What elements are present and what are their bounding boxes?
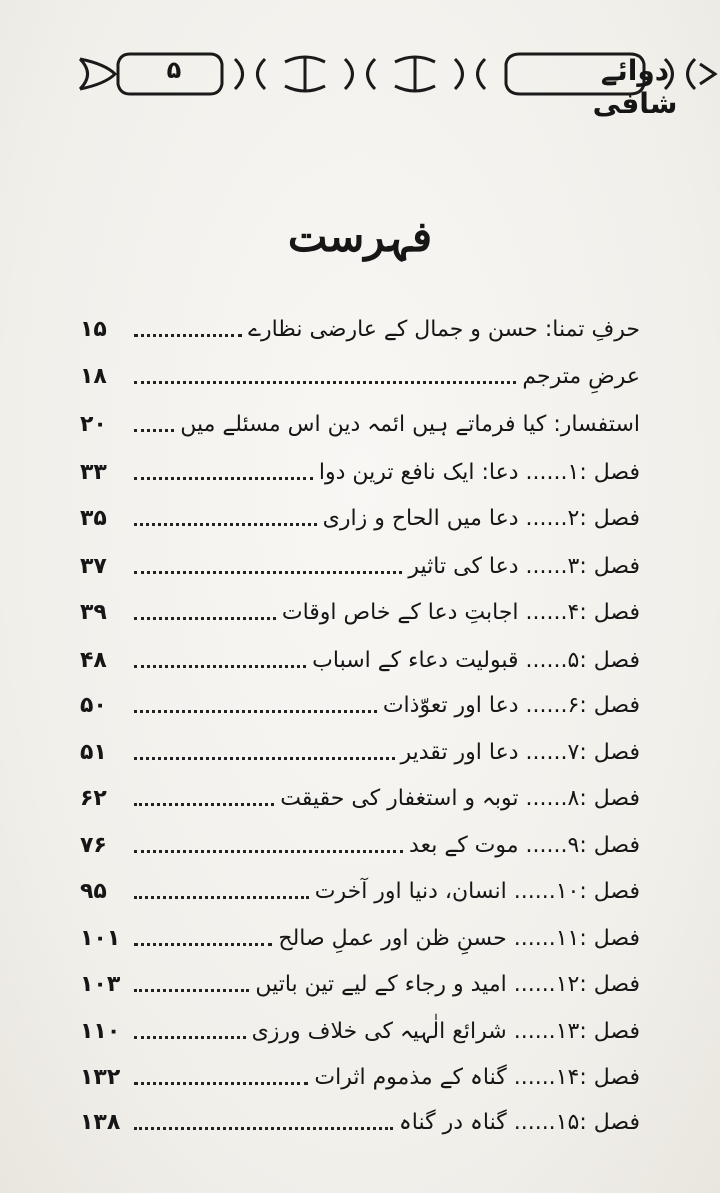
toc-entry-label: فصل :۱۳...... شرائع الٰہیہ کی خلاف ورزی: [251, 1019, 640, 1044]
toc-entry-label: حرفِ تمنا: حسن و جمال کے عارضی نظارے: [248, 317, 640, 342]
toc-entry[interactable]: [80, 352, 640, 392]
toc-entry[interactable]: [80, 1098, 640, 1138]
toc-entry-page: ۱۰۱: [80, 926, 121, 951]
page-header: [70, 44, 720, 120]
toc-entry-page: ۳۳: [80, 460, 107, 485]
dot-leader: [134, 1035, 246, 1039]
toc-entry[interactable]: [80, 305, 640, 345]
toc-entry-page: ۳۷: [80, 554, 107, 579]
dot-leader: [134, 522, 317, 526]
toc-entry[interactable]: [80, 960, 640, 1000]
toc-entry[interactable]: [80, 1053, 640, 1093]
toc-entry-label: فصل :۱۵...... گناہ در گناہ: [398, 1110, 640, 1135]
dot-leader: [134, 802, 274, 806]
dot-leader: [134, 1126, 393, 1130]
toc-entry-page: ۱۵: [80, 317, 107, 342]
toc-entry-label: فصل :۱۰...... انسان، دنیا اور آخرت: [314, 879, 640, 904]
dot-leader: [134, 476, 313, 480]
dot-leader: [134, 988, 249, 992]
toc-entry-page: ۶۲: [80, 786, 107, 811]
dot-leader: [134, 333, 242, 337]
toc-entry-page: ۱۳۲: [80, 1065, 121, 1090]
toc-entry-label: فصل :۷...... دعا اور تقدیر: [400, 740, 640, 765]
dot-leader: [134, 1081, 308, 1085]
toc-entry-page: ۵۰: [80, 693, 107, 718]
toc-entry-label: فصل :۵...... قبولیت دعاء کے اسباب: [312, 648, 640, 673]
toc-entry[interactable]: [80, 681, 640, 721]
toc-entry-label: فصل :۳...... دعا کی تاثیر: [408, 554, 640, 579]
toc-entry-label: فصل :۱...... دعا: ایک نافع ترین دوا: [318, 460, 640, 485]
toc-entry[interactable]: [80, 914, 640, 954]
toc-entry-page: ۵۱: [80, 740, 107, 765]
page-number: ۵: [166, 56, 182, 84]
toc-entry-page: ۳۹: [80, 600, 107, 625]
dot-leader: [134, 895, 309, 899]
dot-leader: [134, 756, 395, 760]
toc-title: فہرست: [287, 212, 433, 261]
toc-entry[interactable]: [80, 588, 640, 628]
toc-entry-label: فصل :۲...... دعا میں الحاح و زاری: [322, 506, 640, 531]
toc-entry[interactable]: [80, 636, 640, 676]
dot-leader: [134, 942, 272, 946]
toc-entry-label: فصل :۱۲...... امید و رجاء کے لیے تین باتیں: [255, 972, 640, 997]
toc-entry-label: استفسار: کیا فرماتے ہیں ائمہ دین اس مسئلے میں: [180, 412, 640, 437]
toc-entry[interactable]: [80, 400, 640, 440]
toc-entry-page: ۴۸: [80, 648, 107, 673]
toc-entry[interactable]: [80, 774, 640, 814]
toc-entry[interactable]: [80, 821, 640, 861]
dot-leader: [134, 380, 516, 384]
toc-entry-page: ۲۰: [80, 412, 107, 437]
book-title: دوائے شافی: [592, 54, 678, 120]
dot-leader: [134, 849, 403, 853]
dot-leader: [134, 570, 402, 574]
toc-entry[interactable]: [80, 728, 640, 768]
dot-leader: [134, 428, 174, 432]
toc-entry-page: ۱۳۸: [80, 1110, 121, 1135]
toc-entry-label: فصل :۱۱...... حسنِ ظن اور عملِ صالح: [278, 926, 640, 951]
dot-leader: [134, 709, 377, 713]
toc-entry[interactable]: [80, 542, 640, 582]
toc-entry-page: ۱۰۳: [80, 972, 121, 997]
toc-entry-label: فصل :۱۴...... گناہ کے مذموم اثرات: [314, 1065, 640, 1090]
toc-entry[interactable]: [80, 1007, 640, 1047]
toc-entry-label: فصل :۸...... توبہ و استغفار کی حقیقت: [280, 786, 640, 811]
toc-entry-page: ۱۸: [80, 364, 107, 389]
toc-entry[interactable]: [80, 867, 640, 907]
toc-entry-label: فصل :۴...... اجابتِ دعا کے خاص اوقات: [281, 600, 640, 625]
toc-entry-page: ۳۵: [80, 506, 107, 531]
toc-entry-page: ۷۶: [80, 833, 107, 858]
toc-entry-label: فصل :۶...... دعا اور تعوّذات: [382, 693, 640, 718]
toc-entry-label: عرضِ مترجم: [522, 364, 640, 389]
toc-entry[interactable]: [80, 448, 640, 488]
dot-leader: [134, 616, 276, 620]
toc-entry-page: ۹۵: [80, 879, 107, 904]
toc-entry-label: فصل :۹...... موت کے بعد: [409, 833, 640, 858]
dot-leader: [134, 664, 306, 668]
toc-entry[interactable]: [80, 494, 640, 534]
toc-entry-page: ۱۱۰: [80, 1019, 121, 1044]
